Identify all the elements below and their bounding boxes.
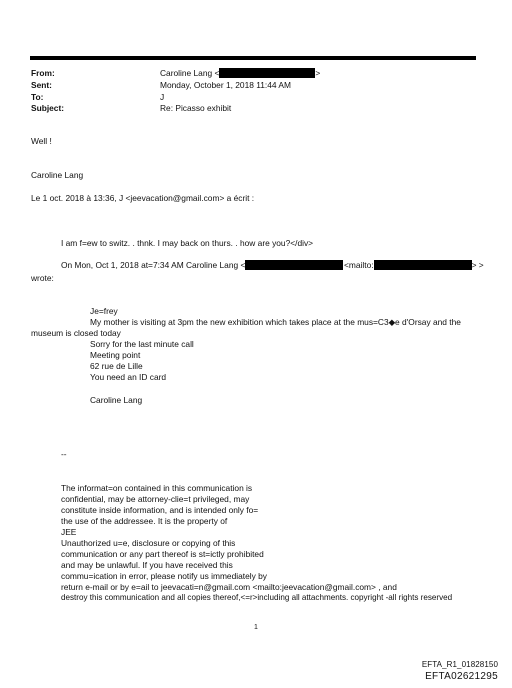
quoted-line-5: Meeting point [90, 350, 141, 360]
signature-separator: -- [61, 449, 67, 459]
quote-intro: Le 1 oct. 2018 à 13:36, J <jeevacation@gmail.com> a écrit : [31, 193, 255, 203]
to-label: To: [31, 92, 44, 102]
from-label: From: [31, 68, 55, 78]
disclaimer-line: and may be unlawful. If you have received this [61, 560, 233, 570]
greeting: Well ! [31, 136, 52, 146]
sent-value: Monday, October 1, 2018 11:44 AM [160, 80, 291, 90]
disclaimer-line: The informat=on contained in this communication is [61, 483, 253, 493]
on-line-end: > > [471, 260, 484, 270]
header-rule [30, 56, 476, 60]
from-name: Caroline Lang < [160, 68, 220, 78]
bates-number-1: EFTA_R1_01828150 [421, 660, 498, 669]
quoted-line-1: Je=frey [90, 306, 118, 316]
disclaimer-line: the use of the addressee. It is the property of [61, 516, 228, 526]
quoted-line-7: You need an ID card [90, 372, 167, 382]
quoted-line-6: 62 rue de Lille [90, 361, 143, 371]
bates-number-2: EFTA02621295 [425, 671, 498, 682]
disclaimer-line: communication or any part thereof is st=ictly prohibited [61, 549, 264, 559]
quoted-line-3: museum is closed today [31, 328, 121, 338]
sent-label: Sent: [31, 80, 52, 90]
reply-line: I am f=ew to switz. . thnk. I may back on thurs. . how are you?</div> [61, 238, 314, 248]
redaction-box [374, 260, 472, 270]
disclaimer-line: destroy this communication and all copies thereof,<=r>including all attachments. copyright -all rights reserved [61, 593, 453, 602]
subject-value: Re: Picasso exhibit [160, 103, 232, 113]
page-number: 1 [254, 624, 258, 631]
redaction-box [219, 68, 315, 78]
quoted-line-2: My mother is visiting at 3pm the new exhibition which takes place at the mus=C3◆e d'Orsay and the [90, 317, 461, 327]
disclaimer-line: JEE [61, 527, 77, 537]
disclaimer-line: return e-mail or by e=ail to jeevacati=n@gmail.com <mailto:jeevacation@gmail.com> , and [61, 582, 397, 592]
on-line-mailto [344, 260, 484, 271]
signature: Caroline Lang [31, 170, 84, 180]
quoted-signature: Caroline Lang [90, 395, 143, 405]
on-line-start: On Mon, Oct 1, 2018 at=7:34 AM Caroline Lang < [61, 260, 246, 270]
quoted-line-4: Sorry for the last minute call [90, 339, 194, 349]
from-end: > [315, 68, 321, 78]
disclaimer-line: commu=ication in error, please notify us immediately by [61, 571, 267, 581]
on-line [61, 260, 343, 271]
subject-label: Subject: [31, 103, 65, 113]
disclaimer-line: constitute inside information, and is intended only fo= [61, 505, 259, 515]
wrote-label: wrote: [31, 273, 54, 283]
redaction-box [245, 260, 343, 270]
disclaimer-line: Unauthorized u=e, disclosure or copying of this [61, 538, 236, 548]
disclaimer-line: confidential, may be attorney-clie=t privileged, may [61, 494, 250, 504]
from-value [160, 68, 320, 79]
mailto-text: <mailto: [344, 260, 374, 270]
to-value: J [160, 92, 165, 102]
